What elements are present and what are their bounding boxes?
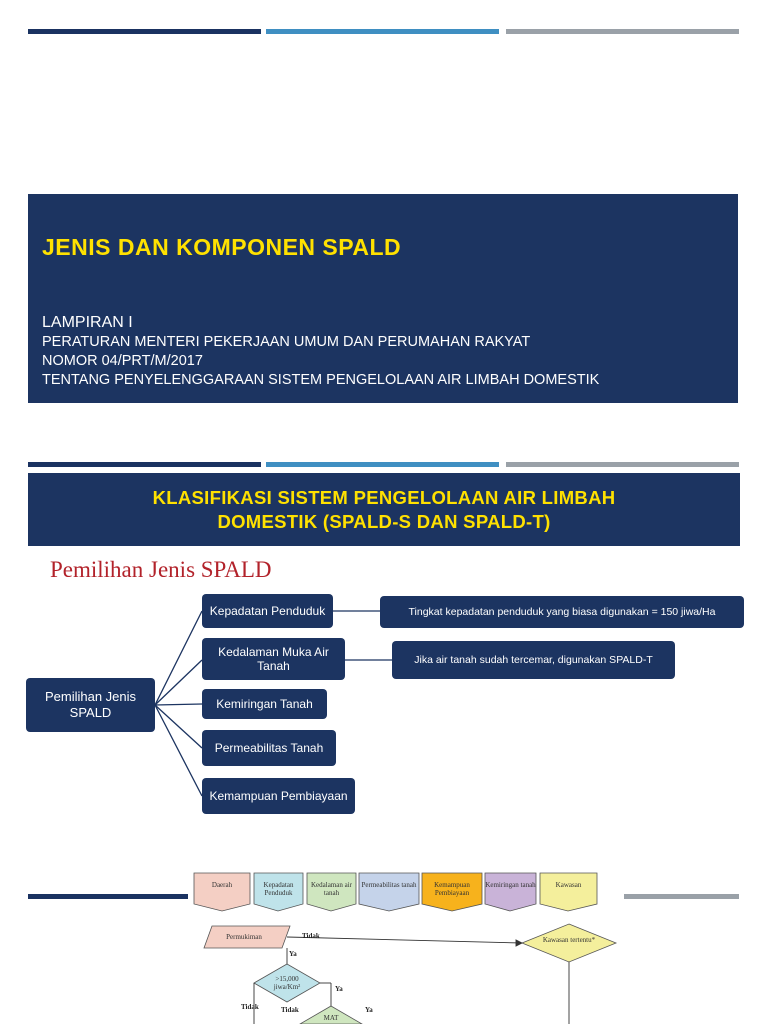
density-check-label: >15,000 jiwa/Km² xyxy=(273,975,301,991)
root-node: Pemilihan Jenis SPALD xyxy=(26,678,155,732)
slide1-regulation: PERATURAN MENTERI PEKERJAAN UMUM DAN PERUMAHAN RAKYAT xyxy=(42,334,531,350)
header-kawasan-shape xyxy=(540,873,597,911)
slide2-subtitle: Pemilihan Jenis SPALD xyxy=(50,557,272,582)
header-permeability-shape xyxy=(359,873,419,911)
slide1-title: JENIS DAN KOMPONEN SPALD xyxy=(42,234,402,260)
header-slope-shape xyxy=(485,873,536,911)
criteria-financing: Kemampuan Pembiayaan xyxy=(202,778,355,814)
header-density: Kepadatan Penduduk xyxy=(263,881,294,897)
slide1-subject: TENTANG PENYELENGGARAAN SISTEM PENGELOLAAN AIR LIMBAH DOMESTIK xyxy=(42,372,600,388)
flow-arrow-kawasan xyxy=(516,940,522,946)
flow-line-tidak xyxy=(287,937,522,943)
criteria-permeability: Permeabilitas Tanah xyxy=(202,730,336,766)
criteria-slope: Kemiringan Tanah xyxy=(202,689,327,719)
flow-label-ya-3: Ya xyxy=(365,1006,373,1014)
slide2-title-line1: KLASIFIKASI SISTEM PENGELOLAAN AIR LIMBAH xyxy=(152,487,616,508)
flow-label-ya-1: Ya xyxy=(289,950,297,958)
slide1-number: NOMOR 04/PRT/M/2017 xyxy=(42,353,203,369)
flow-label-ya-2: Ya xyxy=(335,985,343,993)
note-density: Tingkat kepadatan penduduk yang biasa digunakan = 150 jiwa/Ha xyxy=(380,596,744,628)
flow-label-tidak-1: Tidak xyxy=(302,932,320,940)
header-slope: Kemiringan tanah xyxy=(485,881,536,889)
permukiman-label: Permukiman xyxy=(226,933,262,941)
flow-label-tidak-3: Tidak xyxy=(281,1006,299,1014)
header-groundwater: Kedalaman air tanah xyxy=(310,881,352,897)
kawasan-label: Kawasan tertentu* xyxy=(542,936,596,944)
note-groundwater: Jika air tanah sudah tercemar, digunakan SPALD-T xyxy=(392,641,675,679)
flow-label-tidak-2: Tidak xyxy=(241,1003,259,1011)
slide1-lampiran: LAMPIRAN I xyxy=(42,314,133,331)
criteria-groundwater: Kedalaman Muka Air Tanah xyxy=(202,638,345,680)
header-kawasan: Kawasan xyxy=(555,881,582,889)
header-daerah: Daerah xyxy=(211,881,233,889)
header-permeability: Permeabilitas tanah xyxy=(361,881,417,889)
slide2-title-line2: DOMESTIK (SPALD-S DAN SPALD-T) xyxy=(217,511,551,532)
header-financing: Kemampuan Pembiayaan xyxy=(434,881,470,897)
mat-label: MAT xyxy=(323,1014,339,1022)
header-daerah-shape xyxy=(194,873,250,911)
criteria-density: Kepadatan Penduduk xyxy=(202,594,333,628)
